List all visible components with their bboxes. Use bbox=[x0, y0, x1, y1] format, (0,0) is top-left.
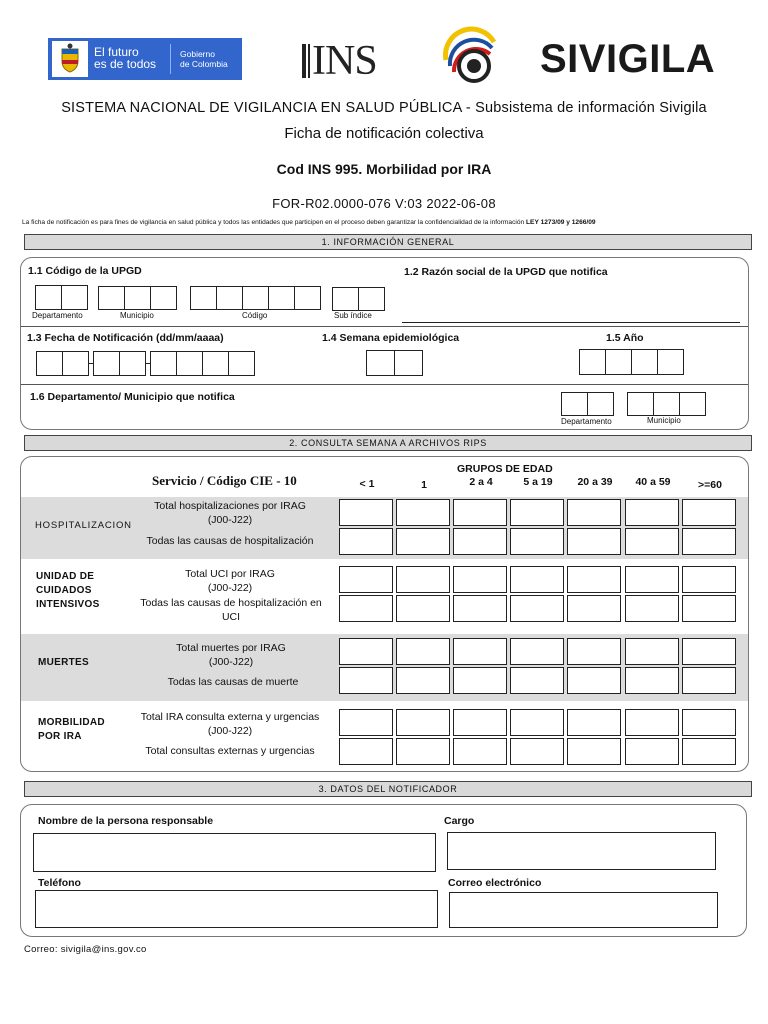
age-group-header: 2 a 4 bbox=[469, 476, 493, 488]
muertes-total-cell[interactable] bbox=[682, 667, 736, 694]
hosp-total-cell[interactable] bbox=[396, 528, 450, 555]
upgd-dept-cell-2[interactable] bbox=[61, 285, 88, 310]
cargo-input[interactable] bbox=[447, 832, 716, 870]
morb-total-cell[interactable] bbox=[682, 738, 736, 765]
uci-total-cell[interactable] bbox=[567, 595, 621, 622]
nombre-input[interactable] bbox=[33, 833, 436, 872]
gov-logo-line1: El futuro bbox=[94, 45, 139, 59]
form-code: FOR-R02.0000-076 V:03 2022-06-08 bbox=[272, 196, 496, 211]
age-group-header: 1 bbox=[421, 479, 427, 491]
uci-irag-cell[interactable] bbox=[396, 566, 450, 593]
coat-of-arms-icon bbox=[52, 41, 88, 77]
morb-row1-label: Total IRA consulta externa y urgencias (J00-J22) bbox=[140, 711, 320, 737]
hosp-total-cell[interactable] bbox=[567, 528, 621, 555]
razon-social-label: 1.2 Razón social de la UPGD que notifica bbox=[404, 266, 608, 278]
uci-irag-cell[interactable] bbox=[567, 566, 621, 593]
hosp-total-cell[interactable] bbox=[510, 528, 564, 555]
section2-title: 2. CONSULTA SEMANA A ARCHIVOS RIPS bbox=[24, 435, 752, 451]
age-groups-header: GRUPOS DE EDAD bbox=[457, 463, 553, 475]
sivigila-emblem-icon bbox=[440, 26, 504, 90]
upgd-code-label: 1.1 Código de la UPGD bbox=[28, 265, 142, 277]
notif-mun-cell-2[interactable] bbox=[653, 392, 680, 416]
upgd-sub-caption: Sub índice bbox=[334, 311, 372, 320]
semana-label: 1.4 Semana epidemiológica bbox=[322, 332, 460, 344]
hosp-total-cell[interactable] bbox=[682, 528, 736, 555]
muertes-total-cell[interactable] bbox=[339, 667, 393, 694]
hosp-irag-cell[interactable] bbox=[396, 499, 450, 526]
notif-dept-cell-1[interactable] bbox=[561, 392, 588, 416]
telefono-label: Teléfono bbox=[38, 877, 81, 889]
hosp-irag-cell[interactable] bbox=[567, 499, 621, 526]
hosp-irag-cell[interactable] bbox=[682, 499, 736, 526]
razon-social-input[interactable] bbox=[402, 322, 740, 323]
age-group-header: 5 a 19 bbox=[523, 476, 553, 488]
morb-ira-cell[interactable] bbox=[510, 709, 564, 736]
notif-dept-cell-2[interactable] bbox=[587, 392, 614, 416]
muertes-irag-cell[interactable] bbox=[339, 638, 393, 665]
muertes-total-cell[interactable] bbox=[396, 667, 450, 694]
telefono-input[interactable] bbox=[35, 890, 438, 928]
upgd-code-cell-2[interactable] bbox=[216, 286, 243, 310]
uci-irag-cell[interactable] bbox=[339, 566, 393, 593]
muertes-total-cell[interactable] bbox=[453, 667, 507, 694]
fecha-month-1[interactable] bbox=[93, 351, 120, 376]
uci-irag-cell[interactable] bbox=[625, 566, 679, 593]
muertes-irag-cell[interactable] bbox=[567, 638, 621, 665]
anio-label: 1.5 Año bbox=[606, 332, 644, 344]
fecha-year-3[interactable] bbox=[202, 351, 229, 376]
muertes-irag-cell[interactable] bbox=[396, 638, 450, 665]
uci-row1-label: Total UCI por IRAG (J00-J22) bbox=[185, 568, 275, 594]
upgd-dept-cell-1[interactable] bbox=[35, 285, 62, 310]
notif-mun-cell-1[interactable] bbox=[627, 392, 654, 416]
anio-cell-4[interactable] bbox=[657, 349, 684, 375]
notif-mun-caption: Municipio bbox=[647, 416, 681, 425]
upgd-sub-cell-1[interactable] bbox=[332, 287, 359, 311]
morb-ira-cell[interactable] bbox=[339, 709, 393, 736]
gov-logo-side2: de Colombia bbox=[180, 59, 228, 69]
hosp-irag-cell[interactable] bbox=[625, 499, 679, 526]
upgd-sub-cell-2[interactable] bbox=[358, 287, 385, 311]
age-group-header: < 1 bbox=[359, 478, 375, 490]
notif-dept-caption: Departamento bbox=[561, 417, 612, 426]
uci-total-cell[interactable] bbox=[625, 595, 679, 622]
dpto-mun-label: 1.6 Departamento/ Municipio que notifica bbox=[30, 391, 235, 403]
disclaimer-law: LEY 1273/09 y 1266/09 bbox=[526, 219, 596, 226]
disclaimer-text: La ficha de notificación es para fines de vigilancia en salud pública y todos las entidades que participen en el proceso deben garantizar la confidencialidad de la información bbox=[22, 219, 525, 226]
age-group-header: 40 a 59 bbox=[635, 476, 671, 488]
upgd-dept-caption: Departamento bbox=[32, 311, 83, 320]
fecha-year-1[interactable] bbox=[150, 351, 177, 376]
uci-total-cell[interactable] bbox=[453, 595, 507, 622]
hosp-total-cell[interactable] bbox=[625, 528, 679, 555]
fecha-label: 1.3 Fecha de Notificación (dd/mm/aaaa) bbox=[27, 332, 224, 344]
morb-row2-label: Total consultas externas y urgencias bbox=[145, 745, 315, 757]
ins-mark-icon bbox=[302, 44, 310, 78]
footer-email: Correo: sivigila@ins.gov.co bbox=[24, 944, 147, 955]
anio-cell-3[interactable] bbox=[631, 349, 658, 375]
semana-cell-2[interactable] bbox=[394, 350, 423, 376]
hosp-total-cell[interactable] bbox=[453, 528, 507, 555]
muertes-total-cell[interactable] bbox=[510, 667, 564, 694]
uci-total-cell[interactable] bbox=[396, 595, 450, 622]
upgd-code-caption: Código bbox=[242, 311, 268, 320]
uci-total-cell[interactable] bbox=[682, 595, 736, 622]
uci-total-cell[interactable] bbox=[510, 595, 564, 622]
morb-total-cell[interactable] bbox=[396, 738, 450, 765]
age-group-header: 20 a 39 bbox=[577, 476, 613, 488]
muertes-irag-cell[interactable] bbox=[682, 638, 736, 665]
upgd-code-cell-4[interactable] bbox=[268, 286, 295, 310]
form-type: Ficha de notificación colectiva bbox=[284, 125, 484, 142]
ins-logo-text: INS bbox=[312, 38, 377, 84]
morb-total-cell[interactable] bbox=[567, 738, 621, 765]
morb-ira-cell[interactable] bbox=[396, 709, 450, 736]
morb-ira-cell[interactable] bbox=[682, 709, 736, 736]
section3-title: 3. DATOS DEL NOTIFICADOR bbox=[24, 781, 752, 797]
hosp-irag-cell[interactable] bbox=[453, 499, 507, 526]
cat-muertes-label: MUERTES bbox=[38, 657, 89, 668]
anio-cell-1[interactable] bbox=[579, 349, 606, 375]
upgd-code-cell-5[interactable] bbox=[294, 286, 321, 310]
upgd-mun-cell-2[interactable] bbox=[124, 286, 151, 310]
cargo-label: Cargo bbox=[444, 815, 475, 827]
morb-total-cell[interactable] bbox=[625, 738, 679, 765]
morb-ira-cell[interactable] bbox=[625, 709, 679, 736]
morb-total-cell[interactable] bbox=[510, 738, 564, 765]
fecha-month-2[interactable] bbox=[119, 351, 146, 376]
correo-input[interactable] bbox=[449, 892, 718, 928]
muertes-irag-cell[interactable] bbox=[510, 638, 564, 665]
hosp-row1-label: Total hospitalizaciones por IRAG (J00-J22) bbox=[154, 500, 306, 526]
notif-mun-cell-3[interactable] bbox=[679, 392, 706, 416]
sivigila-logo: SIVIGILA bbox=[540, 37, 716, 81]
uci-row2-label: Todas las causas de hospitalización en UCI bbox=[140, 597, 322, 623]
cat-uci-label: UNIDAD DE CUIDADOS INTENSIVOS bbox=[36, 571, 100, 610]
hosp-irag-cell[interactable] bbox=[339, 499, 393, 526]
upgd-mun-cell-1[interactable] bbox=[98, 286, 125, 310]
fecha-year-4[interactable] bbox=[228, 351, 255, 376]
section1-title: 1. INFORMACIÓN GENERAL bbox=[24, 234, 752, 250]
semana-cell-1[interactable] bbox=[366, 350, 395, 376]
correo-label: Correo electrónico bbox=[448, 877, 542, 889]
gov-logo-side1: Gobierno bbox=[180, 49, 215, 59]
muertes-row2-label: Todas las causas de muerte bbox=[167, 676, 299, 688]
form-title: Cod INS 995. Morbilidad por IRA bbox=[276, 161, 492, 177]
muertes-total-cell[interactable] bbox=[625, 667, 679, 694]
muertes-irag-cell[interactable] bbox=[625, 638, 679, 665]
fecha-day-2[interactable] bbox=[62, 351, 89, 376]
cat-morbilidad-label: MORBILIDAD POR IRA bbox=[38, 717, 105, 742]
muertes-row1-label: Total muertes por IRAG (J00-J22) bbox=[176, 642, 286, 668]
uci-irag-cell[interactable] bbox=[453, 566, 507, 593]
uci-total-cell[interactable] bbox=[339, 595, 393, 622]
age-group-header: >=60 bbox=[698, 479, 722, 491]
gov-logo-line2: es de todos bbox=[94, 57, 157, 71]
anio-cell-2[interactable] bbox=[605, 349, 632, 375]
morb-ira-cell[interactable] bbox=[453, 709, 507, 736]
nombre-label: Nombre de la persona responsable bbox=[38, 815, 214, 827]
hosp-irag-cell[interactable] bbox=[510, 499, 564, 526]
morb-total-cell[interactable] bbox=[453, 738, 507, 765]
hosp-total-cell[interactable] bbox=[339, 528, 393, 555]
disclaimer bbox=[22, 219, 596, 226]
service-header: Servicio / Código CIE - 10 bbox=[152, 473, 297, 488]
upgd-code-cell-1[interactable] bbox=[190, 286, 217, 310]
uci-irag-cell[interactable] bbox=[682, 566, 736, 593]
uci-irag-cell[interactable] bbox=[510, 566, 564, 593]
system-title: SISTEMA NACIONAL DE VIGILANCIA EN SALUD PÚBLICA - Subsistema de información Sivigila bbox=[61, 100, 707, 116]
muertes-total-cell[interactable] bbox=[567, 667, 621, 694]
ins-logo bbox=[302, 38, 377, 84]
morb-total-cell[interactable] bbox=[339, 738, 393, 765]
gov-logo bbox=[48, 38, 242, 80]
morb-ira-cell[interactable] bbox=[567, 709, 621, 736]
hosp-row2-label: Todas las causas de hospitalización bbox=[146, 535, 314, 547]
muertes-irag-cell[interactable] bbox=[453, 638, 507, 665]
upgd-mun-caption: Municipio bbox=[120, 311, 154, 320]
fecha-year-2[interactable] bbox=[176, 351, 203, 376]
fecha-day-1[interactable] bbox=[36, 351, 63, 376]
upgd-code-cell-3[interactable] bbox=[242, 286, 269, 310]
cat-hospitalizacion-label: HOSPITALIZACION bbox=[35, 520, 132, 531]
upgd-mun-cell-3[interactable] bbox=[150, 286, 177, 310]
